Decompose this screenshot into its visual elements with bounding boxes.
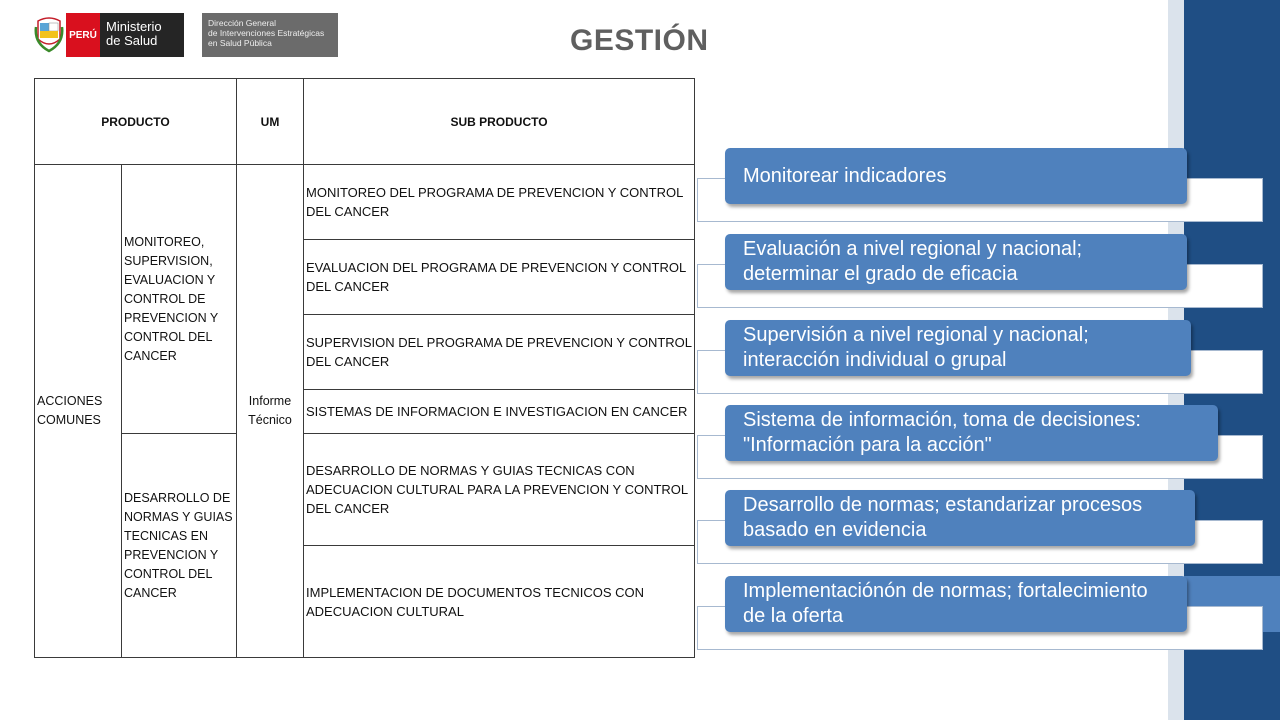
logo-ministry-line1: Ministerio bbox=[106, 19, 162, 34]
sub-producto-cell: MONITOREO DEL PROGRAMA DE PREVENCION Y CONTROL DEL CANCER bbox=[304, 165, 695, 240]
page-title: GESTIÓN bbox=[570, 24, 709, 57]
table-header-row bbox=[35, 79, 695, 165]
process-label: Implementaciónón de normas; fortalecimiento de la oferta bbox=[725, 576, 1187, 632]
process-label: Sistema de información, toma de decisiones: "Información para la acción" bbox=[725, 405, 1218, 461]
logo-direction-line3: en Salud Pública bbox=[208, 38, 272, 48]
coat-of-arms-icon bbox=[34, 13, 64, 57]
sub-producto-cell: SUPERVISION DEL PROGRAMA DE PREVENCION Y CONTROL DEL CANCER bbox=[304, 315, 695, 390]
process-label: Evaluación a nivel regional y nacional; determinar el grado de eficacia bbox=[725, 234, 1187, 290]
group-cell-normas: DESARROLLO DE NORMAS Y GUIAS TECNICAS EN PREVENCION Y CONTROL DEL CANCER bbox=[122, 434, 237, 658]
sub-producto-cell: SISTEMAS DE INFORMACION E INVESTIGACION EN CANCER bbox=[304, 390, 695, 434]
header-um: UM bbox=[237, 79, 304, 165]
process-label: Desarrollo de normas; estandarizar procesos basado en evidencia bbox=[725, 490, 1195, 546]
process-label: Supervisión a nivel regional y nacional; interacción individual o grupal bbox=[725, 320, 1191, 376]
products-table bbox=[34, 78, 695, 658]
logo-direction-label bbox=[202, 13, 338, 57]
um-cell: Informe Técnico bbox=[237, 165, 304, 658]
sub-producto-cell: EVALUACION DEL PROGRAMA DE PREVENCION Y CONTROL DEL CANCER bbox=[304, 240, 695, 315]
table-row bbox=[35, 165, 695, 240]
logo-peru-label: PERÚ bbox=[66, 13, 100, 57]
logo-direction-line2: de Intervenciones Estratégicas bbox=[208, 28, 325, 38]
group-cell-monitoreo: MONITOREO, SUPERVISION, EVALUACION Y CONTROL DE PREVENCION Y CONTROL DEL CANCER bbox=[122, 165, 237, 434]
header-producto: PRODUCTO bbox=[35, 79, 237, 165]
logo-direction-line1: Dirección General bbox=[208, 18, 277, 28]
logo-ministry-label bbox=[100, 13, 184, 57]
process-label: Monitorear indicadores bbox=[725, 148, 1187, 204]
producto-cell: ACCIONES COMUNES bbox=[35, 165, 122, 658]
logo-ministry-line2: de Salud bbox=[106, 33, 158, 48]
table-row bbox=[35, 434, 695, 546]
sub-producto-cell: IMPLEMENTACION DE DOCUMENTOS TECNICOS CON ADECUACION CULTURAL bbox=[304, 546, 695, 658]
ministry-logo bbox=[34, 13, 338, 57]
sub-producto-cell: DESARROLLO DE NORMAS Y GUIAS TECNICAS CON ADECUACION CULTURAL PARA LA PREVENCION Y CONTROL DEL CANCER bbox=[304, 434, 695, 546]
header-sub-producto: SUB PRODUCTO bbox=[304, 79, 695, 165]
